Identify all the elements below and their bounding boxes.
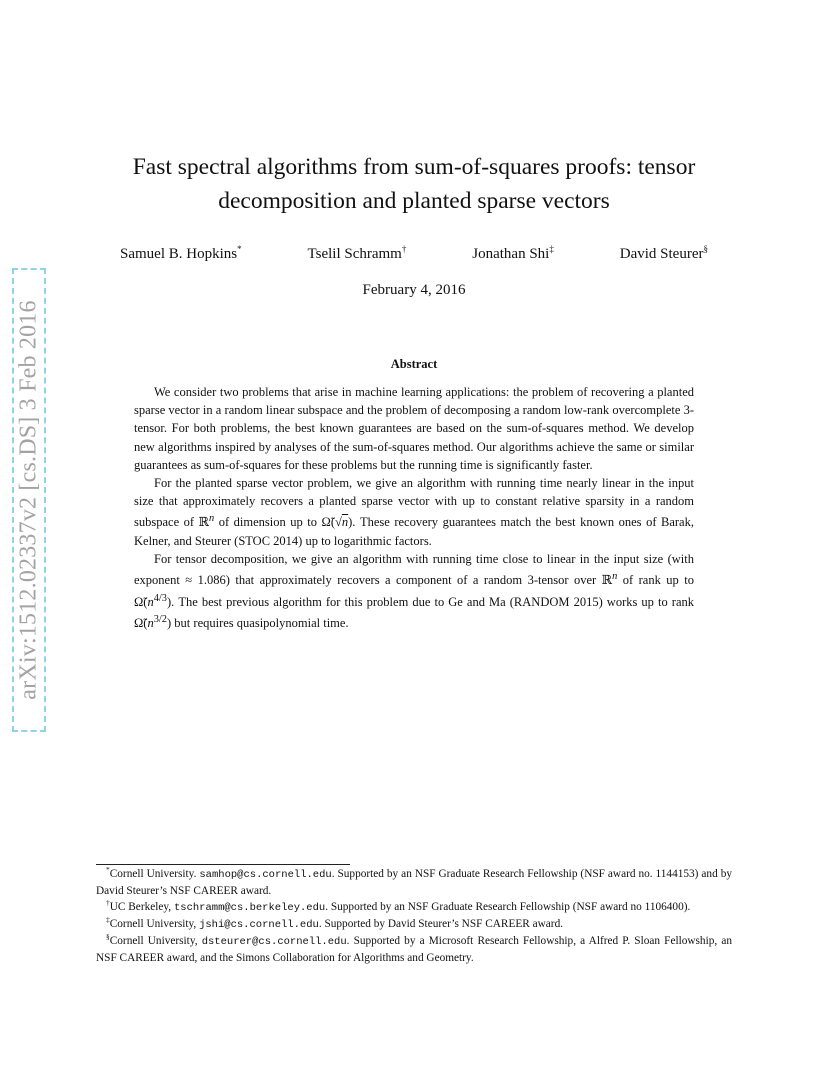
abstract-heading: Abstract	[390, 357, 438, 371]
email-link: jshi@cs.cornell.edu	[199, 919, 319, 931]
title-line-1: Fast spectral algorithms from sum-of-squares proofs: tensor	[132, 154, 696, 180]
publication-date: February 4, 2016	[362, 282, 466, 298]
email-link: dsteurer@cs.cornell.edu	[201, 936, 347, 948]
arxiv-id: arXiv:1512.02337v2 [cs.DS] 3 Feb 2016	[15, 300, 42, 700]
paper-title	[90, 150, 738, 218]
author: Tselil Schramm†	[307, 244, 407, 262]
author: Jonathan Shi‡	[472, 244, 554, 262]
footnote: ‡Cornell University, jshi@cs.cornell.edu. Supported by David Steurer’s NSF CAREER award.	[106, 915, 564, 931]
title-line-2: decomposition and planted sparse vectors	[218, 188, 610, 214]
footnote: †UC Berkeley, tschramm@cs.berkeley.edu. Supported by an NSF Graduate Research Fellowship (NSF award no 1106400).	[106, 898, 691, 914]
author: Samuel B. Hopkins*	[120, 244, 242, 262]
author: David Steurer§	[619, 244, 708, 262]
arxiv-stamp	[12, 268, 46, 732]
abstract-paragraph: For tensor decomposition, we give an algorithm with running time close to linear in the input size (with exponent ≈ 1.086) that approximately recovers a component of a random 3-tensor over ℝ$^n$ of rank up to $\Omegã(n^{4/3})$. The best previous algorithm for this problem due to Ge and Ma (RANDOM 2015) works up to rank $\Omegã(n^{3/2})$ but requires quasipolynomial time.	[134, 551, 694, 631]
abstract-paragraph: For the planted sparse vector problem, we give an algorithm with running time nearly linear in the input size that approximately recovers a planted sparse vector with up to constant relative sparsity in a random subspace of ℝ$^n$ of dimension up to Ω̃(√n). These recovery guarantees match the best known ones of Barak, Kelner, and Steurer (STOC 2014) up to logarithmic factors.	[134, 476, 694, 548]
email-link: samhop@cs.cornell.edu	[199, 869, 332, 881]
email-link: tschramm@cs.berkeley.edu	[173, 902, 326, 914]
author-list	[120, 246, 708, 263]
abstract-paragraph: We consider two problems that arise in machine learning applications: the problem of recovering a planted sparse vector in a random linear subspace and the problem of decomposing a random low-rank overcomplete 3-tensor. For both problems, the best known guarantees are based on the sum-of-squares method. We develop new algorithms inspired by analyses of the sum-of-squares method. Our algorithms achieve the same or similar guarantees as sum-of-squares for these problems but the running time is significantly faster.	[134, 385, 694, 472]
abstract-body	[134, 383, 694, 632]
footnote: *Cornell University. samhop@cs.cornell.edu. Supported by an NSF Graduate Research Fellowship (NSF award no. 1144153) and by David Steurer’s NSF CAREER award.	[96, 865, 732, 897]
footnotes	[96, 866, 732, 966]
footnote-rule	[96, 864, 350, 865]
footnote: §Cornell University, dsteurer@cs.cornell.edu. Supported by a Microsoft Research Fellowship, a Alfred P. Sloan Fellowship, an NSF CAREER award, and the Simons Collaboration for Algorithms and Geometry.	[96, 932, 732, 964]
